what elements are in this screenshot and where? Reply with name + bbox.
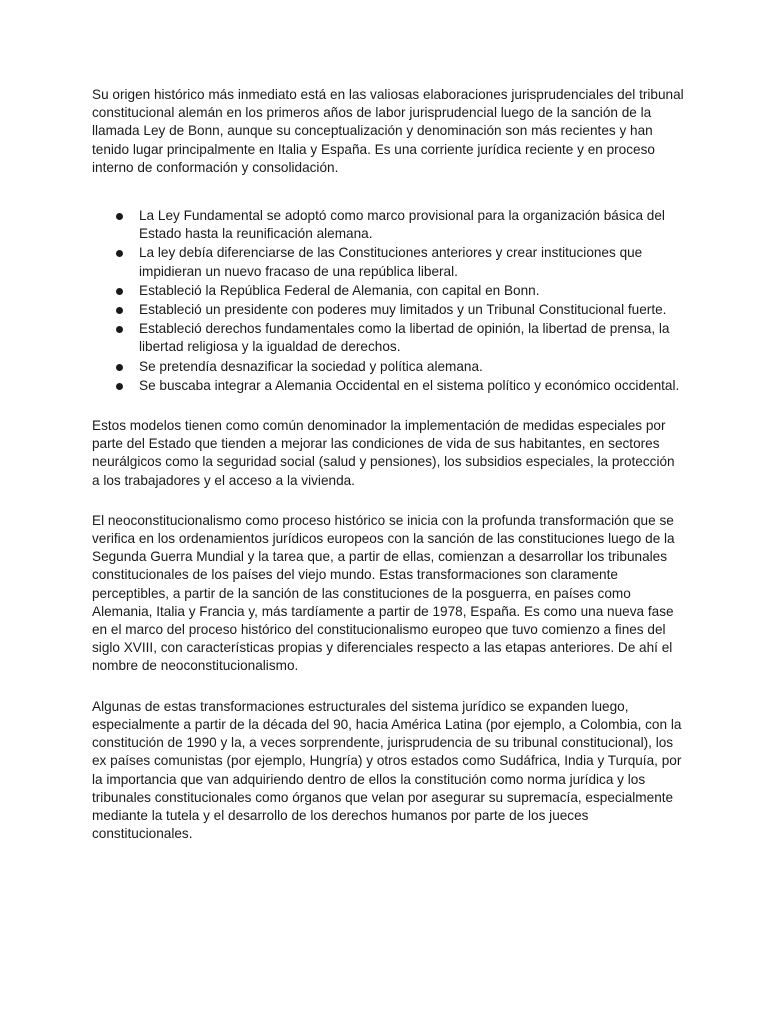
list-item-text: Estableció derechos fundamentales como la libertad de opinión, la libertad de prensa, la libertad religiosa y la igualdad de derechos. bbox=[139, 321, 670, 355]
paragraph-origin: Su origen histórico más inmediato está en las valiosas elaboraciones jurisprudenciales del tribunal constitucional alemán en los primeros años de labor jurisprudencial luego de la sanción de la llamada Ley de Bonn, aunque su conceptualización y denominación son más recientes y han tenido lugar principalmente en Italia y España. Es una corriente jurídica reciente y en proceso interno de conformación y consolidación. bbox=[92, 87, 684, 175]
list-item bbox=[92, 377, 684, 395]
list-item-text: Se pretendía desnazificar la sociedad y política alemana. bbox=[139, 358, 483, 374]
paragraph-models: Estos modelos tienen como común denominador la implementación de medidas especiales por parte del Estado que tienden a mejorar las condiciones de vida de sus habitantes, en sectores neurálgicos como la seguridad social (salud y pensiones), los subsidios especiales, la protección a los trabajadores y el acceso a la vivienda. bbox=[92, 418, 675, 488]
list-item-text: La Ley Fundamental se adoptó como marco provisional para la organización básica del Estado hasta la reunificación alemana. bbox=[139, 208, 665, 242]
bullet-dot-icon bbox=[116, 250, 123, 257]
paragraph-neoconstitutionalism: El neoconstitucionalismo como proceso histórico se inicia con la profunda transformación que se verifica en los ordenamientos jurídicos europeos con la sanción de las constituciones luego de la Segunda Guerra Mundial y la tarea que, a partir de ellas, comienzan a desarrollar los tribunales constitucionales de los países del viejo mundo. Estas transformaciones son claramente perceptibles, a partir de la sanción de las constituciones de la posguerra, en países como Alemania, Italia y Francia y, más tardíamente a partir de 1978, España. Es como una nueva fase en el marco del proceso histórico del constitucionalismo europeo que tuvo comienzo a fines del siglo XVIII, con características propias y diferenciales respecto a las etapas anteriores. De ahí el nombre de neoconstitucionalismo. bbox=[92, 512, 675, 674]
document-page bbox=[92, 86, 684, 843]
list-item bbox=[92, 244, 684, 280]
bullet-dot-icon bbox=[116, 307, 123, 314]
list-item bbox=[92, 282, 684, 300]
list-item-text: Estableció un presidente con poderes muy limitados y un Tribunal Constitucional fuerte. bbox=[139, 302, 667, 318]
list-item bbox=[92, 301, 684, 319]
list-item-text: La ley debía diferenciarse de las Constituciones anteriores y crear instituciones que impidieran un nuevo fracaso de una república liberal. bbox=[139, 245, 643, 279]
bullet-dot-icon bbox=[116, 364, 123, 371]
list-item bbox=[92, 358, 684, 376]
bullet-dot-icon bbox=[116, 213, 123, 220]
bullet-dot-icon bbox=[116, 326, 123, 333]
list-item-text: Se buscaba integrar a Alemania Occidental en el sistema político y económico occidental. bbox=[139, 377, 680, 393]
list-item bbox=[92, 320, 684, 356]
bullet-list bbox=[92, 207, 684, 395]
bullet-dot-icon bbox=[116, 383, 123, 390]
paragraph-expansion: Algunas de estas transformaciones estructurales del sistema jurídico se expanden luego, especialmente a partir de la década del 90, hacia América Latina (por ejemplo, a Colombia, con la constitución de 1990 y la, a veces sorprendente, jurisprudencia de su tribunal constitucional), los ex países comunistas (por ejemplo, Hungría) y otros estados como Sudáfrica, India y Turquía, por la importancia que van adquiriendo dentro de ellos la constitución como norma jurídica y los tribunales constitucionales como órganos que velan por asegurar su supremacía, especialmente mediante la tutela y el desarrollo de los derechos humanos por parte de los jueces constitucionales. bbox=[92, 698, 682, 842]
list-item bbox=[92, 207, 684, 243]
bullet-dot-icon bbox=[116, 288, 123, 295]
list-item-text: Estableció la República Federal de Alemania, con capital en Bonn. bbox=[139, 282, 540, 298]
